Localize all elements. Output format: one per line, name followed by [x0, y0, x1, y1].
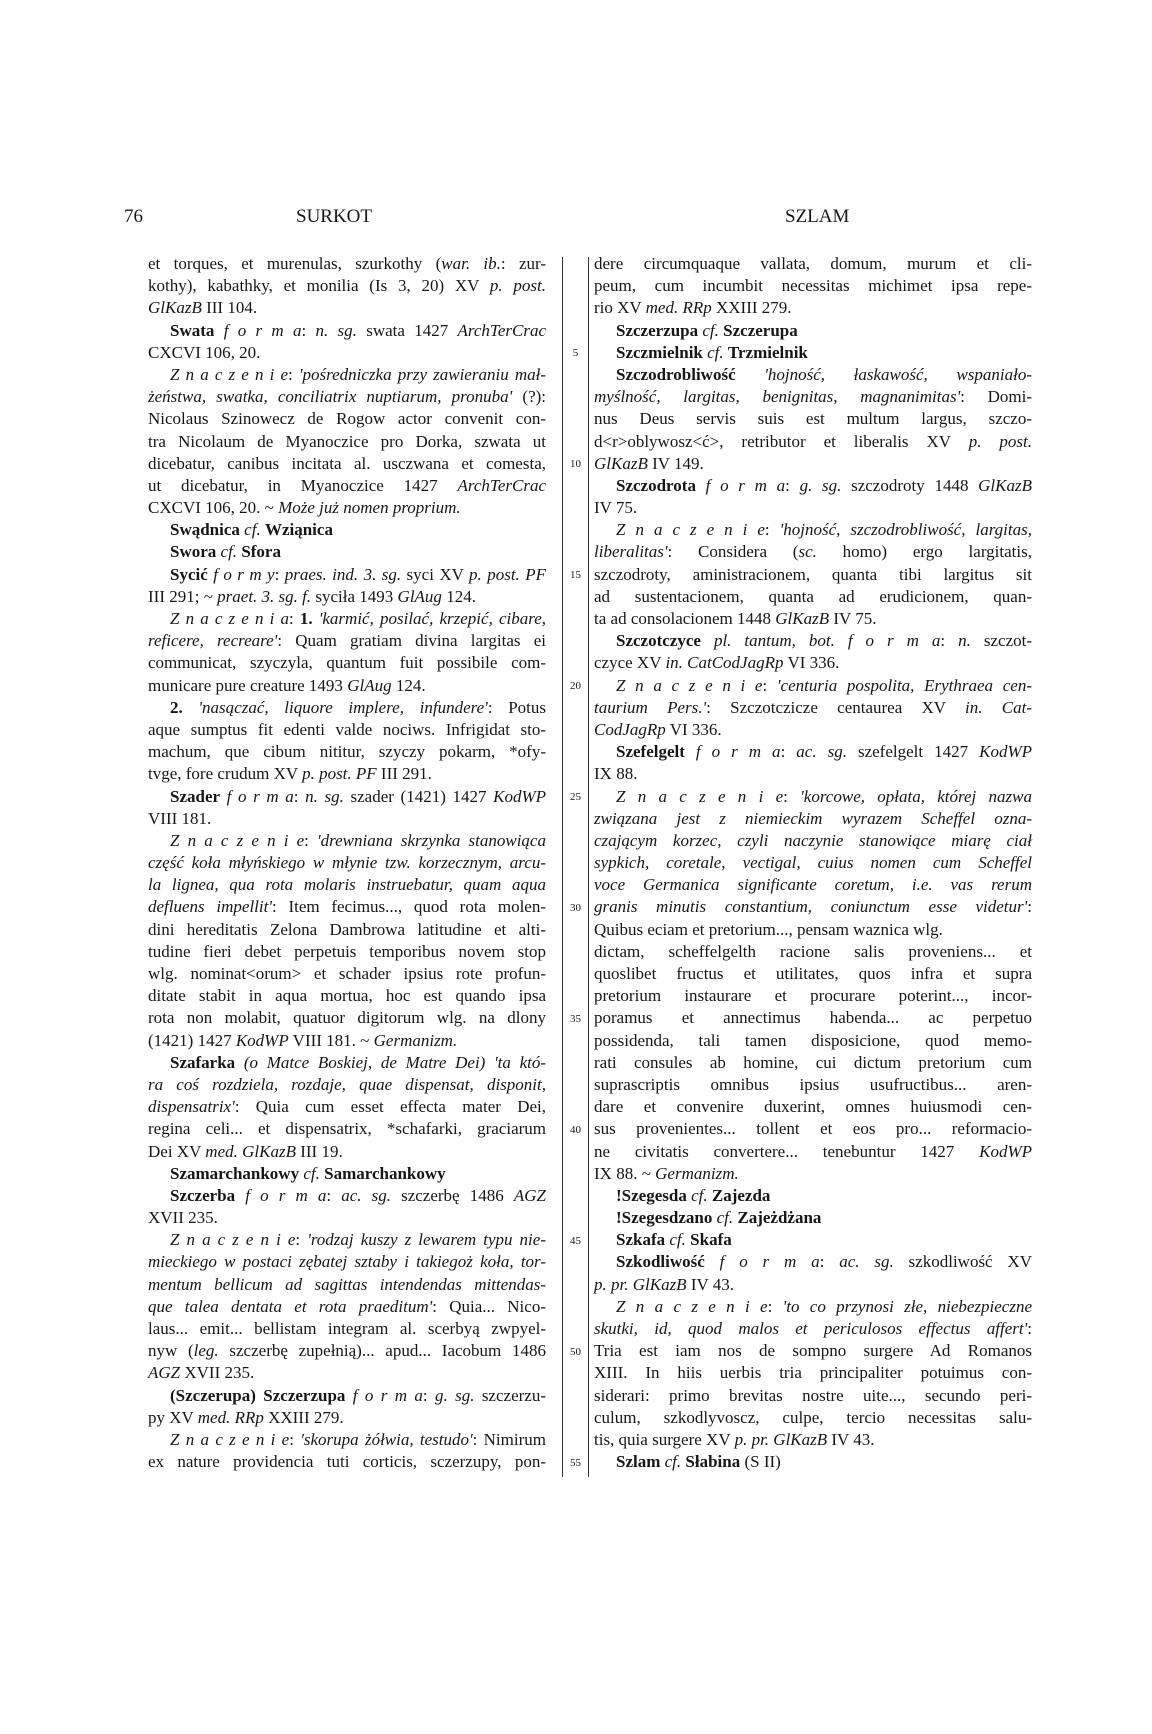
text-line: taurium Pers.': Szczotczicze centaurea XV in. Cat-	[594, 697, 1033, 717]
text-line: Szczotczyce pl. tantum, bot. f o r m a: n. szczot-	[616, 631, 1033, 651]
text-line: suprascriptis omnibus ipsius usufructibus... aren-	[594, 1074, 1032, 1094]
text-line: tra Nicolaum de Myanoczice pro Dorka, szwata ut	[148, 431, 546, 451]
right-running-headword: SZLAM	[785, 206, 850, 227]
text-line: aque sumptus fit edenti valde nociws. Infrigidat sto-	[148, 719, 546, 739]
line-number: 40	[570, 1123, 581, 1136]
text-line: szczodroty, aministracionem, quanta tibi largitus sit	[594, 564, 1032, 584]
text-line: dere circumquaque vallata, domum, murum et cli-	[594, 254, 1032, 273]
text-line: ditate stabit in aqua mortua, hoc est quando ipsa	[148, 986, 546, 1006]
text-line: machum, que cibum nititur, szyczy pokarm, *ofy-	[148, 742, 546, 762]
text-line: liberalitas': Considera (sc. homo) ergo largitatis,	[594, 542, 1032, 562]
text-line: Z n a c z e n i e: 'drewniana skrzynka stanowiąca	[170, 830, 546, 850]
text-line: ne civitatis convertere... tenebuntur 1427 KodWP	[594, 1141, 1032, 1161]
running-header	[0, 206, 1152, 232]
text-line: GlKazB IV 149.	[594, 453, 704, 473]
text-line: Swora cf. Sfora	[170, 542, 281, 562]
text-line: Szkafa cf. Skafa	[616, 1230, 732, 1250]
text-line: Z n a c z e n i e: 'pośredniczka przy zawieraniu mał-	[170, 364, 546, 384]
text-line: wlg. nominat<orum> et schader ipsius rote profun-	[148, 964, 546, 983]
line-number: 30	[570, 901, 581, 914]
text-line: d<r>oblywosz<ć>, retributor et liberalis XV p. post.	[594, 431, 1032, 451]
text-line: Z n a c z e n i e: 'korcowe, opłata, której nazwa	[616, 786, 1032, 806]
line-number: 25	[570, 790, 581, 803]
text-line: (1421) 1427 KodWP VIII 181. ~ Germanizm.	[148, 1030, 458, 1050]
text-line: Szczerba f o r m a: ac. sg. szczerbę 1486 AGZ	[170, 1185, 546, 1205]
line-number: 20	[570, 679, 581, 692]
text-line: CXCVI 106, 20. ~ Może już nomen proprium.	[148, 498, 461, 518]
text-line: AGZ XVII 235.	[148, 1363, 255, 1383]
text-line: Z n a c z e n i e: 'rodzaj kuszy z lewarem typu nie-	[170, 1230, 546, 1250]
text-line: la lignea, qua rota molaris instruebatur, quam aqua	[148, 875, 546, 895]
text-line: Z n a c z e n i e: 'hojność, szczodrobliwość, largitas,	[616, 520, 1032, 540]
text-line: rota non molabit, quatuor digitorum wlg. na dlony	[148, 1008, 546, 1028]
text-line: municare pure creature 1493 GlAug 124.	[148, 675, 426, 695]
line-number: 5	[572, 346, 579, 359]
text-line: sus provenientes... tollent et eos pro... reformacio-	[594, 1119, 1032, 1139]
text-line: (Szczerupa) Szczerzupa f o r m a: g. sg. szczerzu-	[170, 1385, 546, 1405]
text-line: związana jest z niemieckim wyrazem Scheffel ozna-	[594, 808, 1032, 828]
text-line: Swata f o r m a: n. sg. swata 1427 ArchTerCrac	[170, 320, 546, 340]
text-line: ra coś rozdziela, rozdaje, quae dispensat, disponit,	[148, 1074, 546, 1094]
text-line: dare et convenire duxerint, omnes huiusmodi cen-	[594, 1097, 1032, 1117]
column-rule-right	[588, 257, 589, 1477]
line-number: 50	[570, 1345, 581, 1358]
text-line: granis minutis constantium, coniunctum esse videtur':	[594, 897, 1032, 917]
text-line: 2. 'nasączać, liquore implere, infundere': Potus	[170, 697, 546, 717]
text-line: sypkich, coretale, vectigal, cuius nomen cum Scheffel	[594, 853, 1032, 873]
text-line: siderari: primo brevitas nostre uite..., secundo peri-	[594, 1385, 1032, 1405]
text-line: Szader f o r m a: n. sg. szader (1421) 1427 KodWP	[170, 786, 546, 806]
text-line: Szczodrobliwość 'hojność, łaskawość, wspaniało-	[616, 364, 1033, 384]
text-line: communicat, szyczyla, quantum fuit possibile com-	[148, 653, 546, 673]
text-line: czyce XV in. CatCodJagRp VI 336.	[594, 653, 840, 673]
text-line: czającym korzec, czyli naczynie stanowiące miarę ciał	[594, 830, 1032, 850]
text-line: XVII 235.	[148, 1208, 218, 1228]
text-line: possidenda, tali tamen disposicione, quod memo-	[594, 1030, 1032, 1050]
text-line: poramus et annectimus habenda... ac perpetuo	[594, 1008, 1032, 1028]
text-line: regina celi... et dispensatrix, *schafarki, graciarum	[148, 1119, 546, 1139]
text-line: rio XV med. RRp XXIII 279.	[594, 298, 792, 318]
text-line: Szefelgelt f o r m a: ac. sg. szefelgelt 1427 KodWP	[616, 742, 1032, 762]
text-line: Szafarka (o Matce Boskiej, de Matre Dei) 'ta któ-	[170, 1052, 546, 1072]
text-line: Swądnica cf. Wziąnica	[170, 520, 333, 540]
line-number: 15	[570, 568, 581, 581]
left-running-headword: SURKOT	[296, 206, 373, 227]
text-line: Szczmielnik cf. Trzmielnik	[616, 342, 808, 362]
text-line: mentum bellicum ad sagittas intendendas mittendas-	[148, 1274, 546, 1294]
text-line: py XV med. RRp XXIII 279.	[148, 1407, 344, 1427]
text-line: CXCVI 106, 20.	[148, 342, 261, 362]
text-line: Szczodrota f o r m a: g. sg. szczodroty 1448 GlKazB	[616, 475, 1032, 495]
line-number: 45	[570, 1234, 581, 1247]
text-line: Z n a c z e n i e: 'skorupa żółwia, testudo': Nimirum	[170, 1429, 546, 1449]
text-line: żeństwa, swatka, conciliatrix nuptiarum, pronuba' (?):	[148, 387, 547, 407]
text-line: tvge, fore crudum XV p. post. PF III 291.	[148, 764, 432, 784]
text-line: VIII 181.	[148, 808, 212, 828]
text-line: tis, quia surgere XV p. pr. GlKazB IV 43.	[594, 1429, 875, 1449]
text-line: CodJagRp VI 336.	[594, 719, 722, 739]
text-line: Tria est iam nos de sompno surgere Ad Romanos	[594, 1341, 1032, 1361]
text-line: ta ad consolacionem 1448 GlKazB IV 75.	[594, 609, 877, 628]
text-line: laus... emit... bellistam integram al. scerbyą zwpyel-	[148, 1319, 546, 1338]
text-line: XIII. In hiis uerbis tria principaliter potuimus con-	[594, 1363, 1032, 1383]
text-line: IV 75.	[594, 498, 638, 518]
text-line: dini hereditatis Zelona Dambrowa latitudine et alti-	[148, 919, 546, 939]
text-line: culum, szkodlyvoscz, culpe, tercio necessitas salu-	[594, 1407, 1032, 1427]
line-number: 55	[570, 1456, 581, 1469]
text-line: reficere, recreare': Quam gratiam divina largitas ei	[148, 631, 546, 651]
text-line: et torques, et murenulas, szurkothy (war. ib.: zur-	[148, 254, 547, 273]
text-line: mieckiego w postaci zębatej sztaby i takiegoż koła, tor-	[148, 1252, 546, 1272]
text-line: dicebatur, canibus incitata al. usczwana et comesta,	[148, 453, 546, 473]
text-line: Szczerzupa cf. Szczerupa	[616, 320, 798, 340]
line-number: 10	[570, 457, 581, 470]
text-line: Z n a c z e n i e: 'centuria pospolita, Erythraea cen-	[616, 675, 1032, 695]
text-line: !Szegesda cf. Zajezda	[616, 1185, 771, 1205]
text-line: nus Deus servis suis est multum largus, szczo-	[594, 409, 1032, 429]
left-column	[148, 253, 546, 1473]
text-line: Nicolaus Szinowecz de Rogow actor convenit con-	[148, 409, 546, 429]
text-line: Szlam cf. Słabina (S II)	[616, 1452, 781, 1472]
text-line: IX 88.	[594, 764, 638, 784]
text-line: ut dicebatur, in Myanoczice 1427 ArchTerCrac	[148, 475, 546, 495]
text-line: tudine fieri debet perpetuis temporibus novem stop	[148, 941, 546, 961]
column-rule-left	[562, 257, 563, 1477]
text-line: Szamarchankowy cf. Samarchankowy	[170, 1163, 446, 1183]
text-line: skutki, id, quod malos et periculosos effectus affert':	[594, 1319, 1032, 1338]
text-line: Dei XV med. GlKazB III 19.	[148, 1141, 343, 1161]
text-line: rati consules ab homine, cui dictum pretorium cum	[594, 1052, 1032, 1072]
page-number: 76	[124, 206, 143, 227]
text-line: que talea dentata et rota praeditum': Quia... Nico-	[148, 1296, 546, 1316]
text-line: GlKazB III 104.	[148, 298, 258, 318]
text-line: Szkodliwość f o r m a: ac. sg. szkodliwość XV	[616, 1252, 1032, 1272]
text-line: !Szegesdzano cf. Zajeżdżana	[616, 1208, 822, 1228]
text-line: część koła młyńskiego w młynie tzw. korzecznym, arcu-	[148, 853, 546, 873]
text-line: Sycić f o r m y: praes. ind. 3. sg. syci XV p. post. PF	[170, 564, 546, 584]
text-line: Quibus eciam et pretorium..., pensam waznica wlg.	[594, 919, 943, 939]
text-line: myślność, largitas, benignitas, magnanimitas': Domi-	[594, 387, 1032, 407]
text-line: pretorium instaurare et procurare poterint..., incor-	[594, 986, 1032, 1006]
text-line: peum, cum incumbit necessitas michimet ipsa repe-	[594, 276, 1032, 296]
text-line: voce Germanica significante coretum, i.e. vas rerum	[594, 875, 1032, 895]
text-line: dispensatrix': Quia cum esset effecta mater Dei,	[148, 1097, 546, 1117]
text-line: nyw (leg. szczerbę zupełnią)... apud... Iacobum 1486	[148, 1341, 546, 1361]
text-line: kothy), kabathky, et monilia (Is 3, 20) XV p. post.	[148, 276, 546, 296]
right-column	[594, 253, 1032, 1473]
text-line: III 291; ~ praet. 3. sg. f. syciła 1493 GlAug 124.	[148, 586, 476, 606]
text-line: defluens impellit': Item fecimus..., quod rota molen-	[148, 897, 546, 917]
text-line: dictam, scheffelgelth racione salis proveniens... et	[594, 941, 1032, 961]
text-line: Z n a c z e n i e: 'to co przynosi złe, niebezpieczne	[616, 1296, 1032, 1316]
text-line: quoslibet fructus et utilitates, quos infra et supra	[594, 964, 1032, 983]
text-line: IX 88. ~ Germanizm.	[594, 1163, 739, 1183]
text-line: Z n a c z e n i a: 1. 'karmić, posilać, krzepić, cibare,	[170, 609, 547, 628]
text-line: ad sustentacionem, quanta ad erudicionem, quan-	[594, 586, 1032, 606]
text-line: ex nature providencia tuti corticis, sczerzupy, pon-	[148, 1452, 546, 1472]
text-line: p. pr. GlKazB IV 43.	[594, 1274, 734, 1294]
line-number: 35	[570, 1012, 581, 1025]
